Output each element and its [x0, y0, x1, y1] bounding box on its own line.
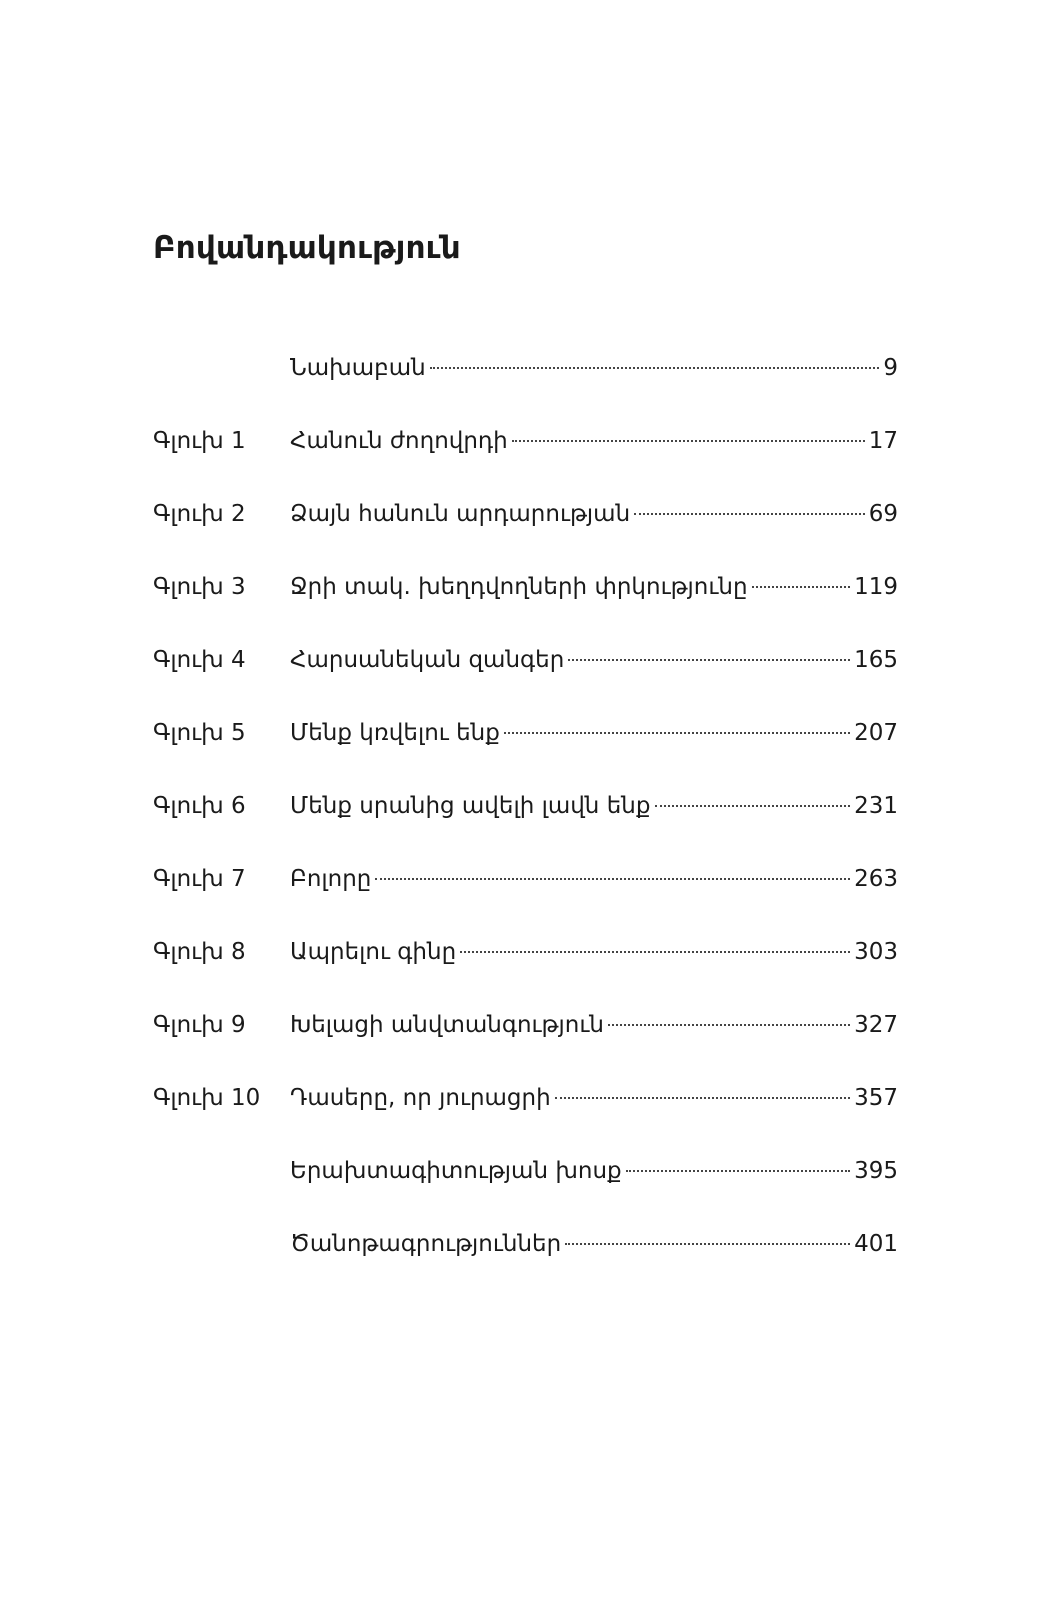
page-number: 165 [854, 647, 898, 673]
page-number: 231 [854, 793, 898, 819]
toc-entry-chapter-7 [153, 863, 898, 936]
toc-entry-line [290, 717, 898, 749]
dot-leader [555, 1097, 850, 1099]
entry-title: Ծանոթագրություններ [290, 1231, 562, 1257]
toc-entry-line [290, 425, 898, 457]
page-title: Բովանդակություն [153, 230, 461, 266]
chapter-label: Գլուխ 2 [153, 501, 246, 527]
page-number: 9 [883, 355, 898, 381]
chapter-label: Գլուխ 10 [153, 1085, 261, 1111]
toc-entry-line [290, 644, 898, 676]
entry-title: Մենք կռվելու ենք [290, 720, 500, 746]
dot-leader [634, 513, 865, 515]
entry-title: Բոլորը [290, 866, 372, 892]
toc-entry-line [290, 571, 898, 603]
toc-entry-line [290, 1009, 898, 1041]
dot-leader [608, 1024, 850, 1026]
toc-entry-line [290, 498, 898, 530]
chapter-label: Գլուխ 4 [153, 647, 246, 673]
toc-entry-line [290, 1228, 898, 1260]
page-number: 207 [854, 720, 898, 746]
entry-title: Հանուն ժողովրդի [290, 428, 508, 454]
chapter-label: Գլուխ 5 [153, 720, 246, 746]
toc-entry-chapter-8 [153, 936, 898, 1009]
dot-leader [512, 440, 865, 442]
toc-entry-chapter-2 [153, 498, 898, 571]
chapter-label: Գլուխ 1 [153, 428, 246, 454]
entry-title: Նախաբան [290, 355, 426, 381]
toc-entry-line [290, 352, 898, 384]
toc-entry-chapter-4 [153, 644, 898, 717]
page-number: 327 [854, 1012, 898, 1038]
page-number: 357 [854, 1085, 898, 1111]
entry-title: Ապրելու գինը [290, 939, 457, 965]
dot-leader [752, 586, 851, 588]
toc-entry-line [290, 936, 898, 968]
dot-leader [375, 878, 850, 880]
page-number: 119 [854, 574, 898, 600]
page-number: 401 [854, 1231, 898, 1257]
toc-entry-chapter-9 [153, 1009, 898, 1082]
entry-title: Մենք սրանից ավելի լավն ենք [290, 793, 651, 819]
toc-entry-chapter-1 [153, 425, 898, 498]
table-of-contents [153, 352, 898, 1301]
chapter-label: Գլուխ 9 [153, 1012, 246, 1038]
entry-title: Հարսանեկան զանգեր [290, 647, 565, 673]
dot-leader [568, 659, 850, 661]
chapter-label: Գլուխ 3 [153, 574, 246, 600]
toc-entry-chapter-5 [153, 717, 898, 790]
page-number: 69 [868, 501, 898, 527]
dot-leader [655, 805, 851, 807]
toc-entry-line [290, 790, 898, 822]
chapter-label: Գլուխ 8 [153, 939, 246, 965]
toc-entry-preface [153, 352, 898, 425]
entry-title: Երախտագիտության խոսք [290, 1158, 622, 1184]
toc-entry-line [290, 1155, 898, 1187]
page-number: 263 [854, 866, 898, 892]
entry-title: Դասերը, որ յուրացրի [290, 1085, 551, 1111]
page-number: 303 [854, 939, 898, 965]
toc-entry-chapter-6 [153, 790, 898, 863]
page-number: 395 [854, 1158, 898, 1184]
dot-leader [460, 951, 850, 953]
toc-entry-acknowledgements [153, 1155, 898, 1228]
chapter-label: Գլուխ 6 [153, 793, 246, 819]
dot-leader [565, 1243, 850, 1245]
toc-entry-notes [153, 1228, 898, 1301]
dot-leader [504, 732, 850, 734]
dot-leader [430, 367, 880, 369]
entry-title: Ջրի տակ. խեղդվողների փրկությունը [290, 574, 748, 600]
entry-title: Ձայն հանուն արդարության [290, 501, 631, 527]
entry-title: Խելացի անվտանգություն [290, 1012, 604, 1038]
toc-entry-line [290, 1082, 898, 1114]
toc-entry-chapter-10 [153, 1082, 898, 1155]
toc-entry-line [290, 863, 898, 895]
chapter-label: Գլուխ 7 [153, 866, 246, 892]
page-number: 17 [868, 428, 898, 454]
toc-entry-chapter-3 [153, 571, 898, 644]
dot-leader [626, 1170, 850, 1172]
